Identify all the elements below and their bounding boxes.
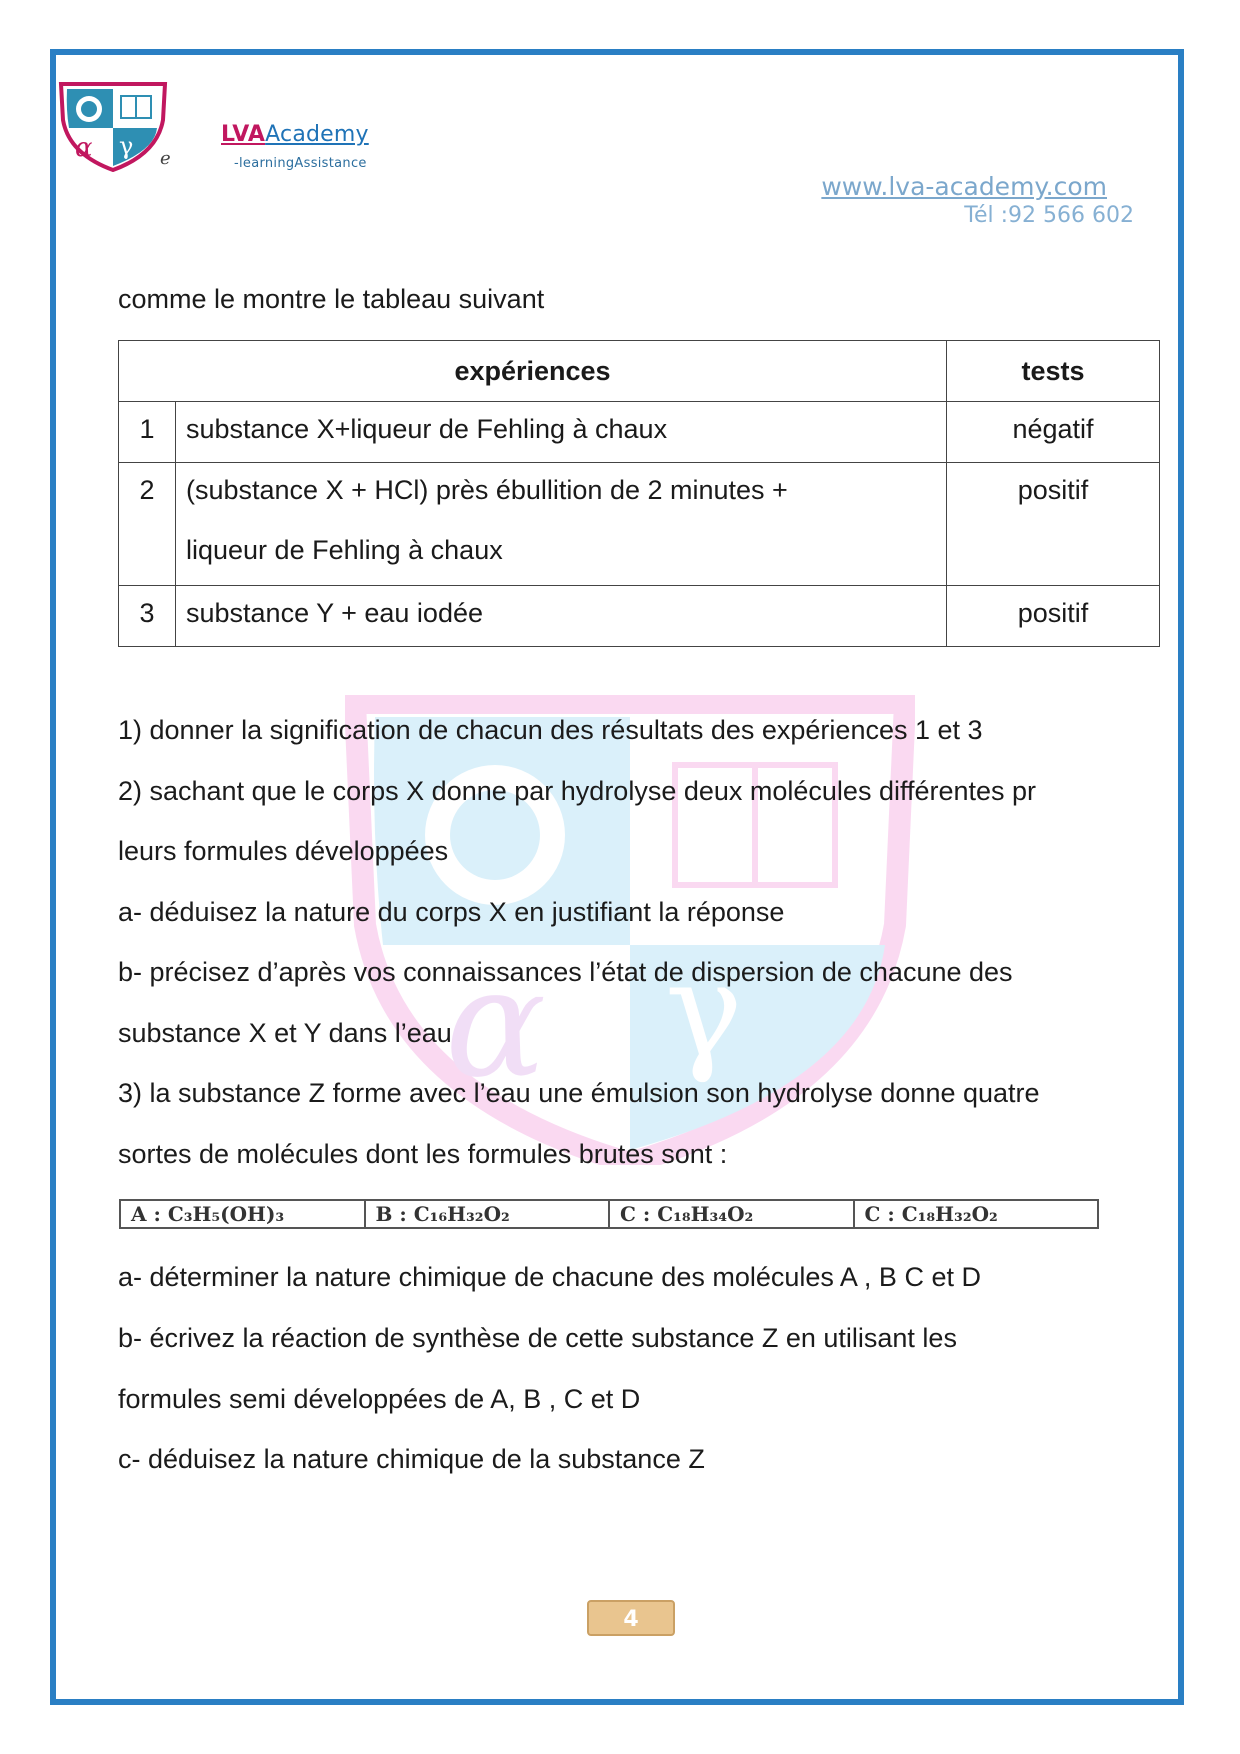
logo-letter-e: e <box>160 148 171 169</box>
table-row <box>119 586 1160 647</box>
formula-strip <box>119 1199 1099 1229</box>
row-description <box>176 463 947 586</box>
row-result: positif <box>947 463 1160 586</box>
table-header-row <box>119 341 1160 402</box>
question-line: sortes de molécules dont les formules brutes sont : <box>118 1139 728 1169</box>
row-description <box>176 586 947 647</box>
row-description-line: substance Y + eau iodée <box>186 598 483 628</box>
page-number-badge: 4 <box>587 1600 675 1636</box>
svg-text:γ: γ <box>665 934 743 1086</box>
formula-cell: B : C₁₆H₃₂O₂ <box>366 1201 611 1227</box>
brand-name[interactable] <box>221 122 369 147</box>
question-line: substance X et Y dans l’eau <box>118 1018 452 1048</box>
experiments-table <box>118 340 1160 647</box>
question-line: b- écrivez la réaction de synthèse de cette substance Z en utilisant les <box>118 1323 957 1353</box>
row-number: 1 <box>119 402 176 463</box>
brand-tagline: -learningAssistance <box>234 156 367 171</box>
row-description-line: (substance X + HCl) près ébullition de 2 minutes + <box>186 475 788 505</box>
formula-cell: A : C₃H₅(OH)₃ <box>121 1201 366 1227</box>
phone-number: Tél :92 566 602 <box>964 203 1134 228</box>
row-number: 2 <box>119 463 176 586</box>
header-tests: tests <box>947 341 1160 402</box>
row-result: positif <box>947 586 1160 647</box>
svg-text:α: α <box>445 937 547 1111</box>
question-line: leurs formules développées <box>118 836 449 866</box>
row-description-line: liqueur de Fehling à chaux <box>186 535 503 565</box>
row-description-line: substance X+liqueur de Fehling à chaux <box>186 414 668 444</box>
row-result: négatif <box>947 402 1160 463</box>
brand-part-lva: LVA <box>221 122 266 147</box>
question-line: a- déduisez la nature du corps X en justifiant la réponse <box>118 897 785 927</box>
table-row <box>119 402 1160 463</box>
question-line: b- précisez d’après vos connaissances l’état de dispersion de chacune des <box>118 957 1013 987</box>
table-row <box>119 463 1160 586</box>
question-line: 1) donner la signification de chacun des résultats des expériences 1 et 3 <box>118 715 983 745</box>
svg-text:γ: γ <box>119 132 134 160</box>
question-line: a- déterminer la nature chimique de chacune des molécules A , B C et D <box>118 1262 981 1292</box>
row-description <box>176 402 947 463</box>
svg-text:α: α <box>75 133 93 163</box>
formula-cell: C : C₁₈H₃₄O₂ <box>610 1201 855 1227</box>
lva-shield-logo <box>57 80 169 172</box>
header-experiences: expériences <box>119 341 947 402</box>
formula-cell: C : C₁₈H₃₂O₂ <box>864 1202 998 1226</box>
question-line: formules semi développées de A, B , C et D <box>118 1384 641 1414</box>
brand-part-academy: Academy <box>265 122 369 147</box>
row-number: 3 <box>119 586 176 647</box>
question-line: 2) sachant que le corps X donne par hydrolyse deux molécules différentes pr <box>118 776 1037 806</box>
question-line: c- déduisez la nature chimique de la substance Z <box>118 1444 705 1474</box>
website-link[interactable]: www.lva-academy.com <box>821 172 1107 201</box>
intro-text: comme le montre le tableau suivant <box>118 284 545 314</box>
question-line: 3) la substance Z forme avec l’eau une émulsion son hydrolyse donne quatre <box>118 1078 1040 1108</box>
